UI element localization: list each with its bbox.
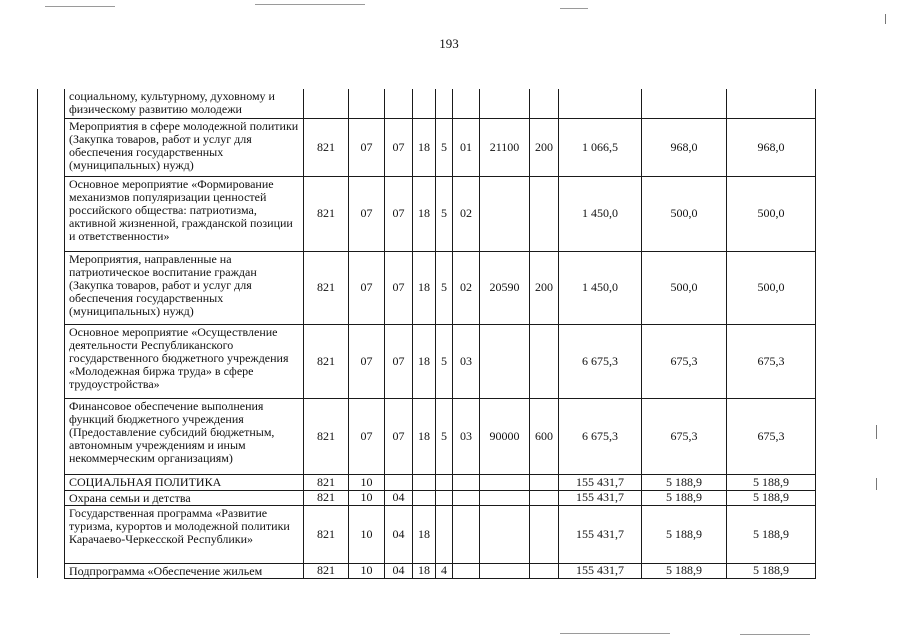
subprogram-code: 5: [436, 118, 453, 176]
section-code: 07: [349, 324, 385, 398]
subsection-code: 04: [385, 505, 413, 563]
program-code: 18: [413, 251, 436, 324]
admin-code: 821: [304, 324, 349, 398]
program-code: 18: [413, 324, 436, 398]
scan-artifact-top-2: [255, 4, 365, 5]
table-body: [38, 89, 816, 578]
amount-year-1: 6 675,3: [559, 398, 642, 474]
amount-year-2: 500,0: [642, 251, 727, 324]
direction-code: [480, 89, 530, 118]
amount-year-3: 968,0: [727, 118, 816, 176]
amount-year-3: 5 188,9: [727, 474, 816, 490]
table-row: [38, 398, 816, 474]
amount-year-3: 500,0: [727, 251, 816, 324]
amount-year-2: [642, 89, 727, 118]
amount-year-1: 6 675,3: [559, 324, 642, 398]
amount-year-3: 5 188,9: [727, 490, 816, 505]
subprogram-code: 4: [436, 563, 453, 578]
section-code: 07: [349, 176, 385, 251]
table-row: [38, 490, 816, 505]
program-code: [413, 490, 436, 505]
expense-type-code: [530, 324, 559, 398]
admin-code: 821: [304, 251, 349, 324]
row-description: Мероприятия, направленные на патриотическое воспитание граждан (Закупка товаров, работ и услуг для обеспечения государственных (муниципальных) нужд): [65, 251, 304, 324]
amount-year-1: 155 431,7: [559, 505, 642, 563]
page-number: 193: [439, 36, 459, 51]
program-code: 18: [413, 176, 436, 251]
direction-code: [480, 505, 530, 563]
amount-year-3: 5 188,9: [727, 505, 816, 563]
subprogram-code: [436, 474, 453, 490]
row-description: Государственная программа «Развитие туризма, курортов и молодежной политики Карачаево-Черкесской Республики»: [65, 505, 304, 563]
scan-artifact-right-2: [876, 425, 877, 439]
subprogram-code: 5: [436, 324, 453, 398]
table-row: [38, 505, 816, 563]
scan-artifact-right-1: [885, 14, 886, 24]
subsection-code: [385, 474, 413, 490]
expense-type-code: [530, 563, 559, 578]
subsection-code: 07: [385, 398, 413, 474]
event-code: 02: [453, 176, 480, 251]
amount-year-2: 5 188,9: [642, 490, 727, 505]
amount-year-2: 500,0: [642, 176, 727, 251]
scan-artifact-bottom-2: [740, 634, 810, 635]
amount-year-3: 500,0: [727, 176, 816, 251]
event-code: 03: [453, 398, 480, 474]
amount-year-2: 5 188,9: [642, 563, 727, 578]
expense-type-code: [530, 89, 559, 118]
row-margin-cell: [38, 176, 65, 251]
subsection-code: 04: [385, 563, 413, 578]
subprogram-code: 5: [436, 176, 453, 251]
row-margin-cell: [38, 118, 65, 176]
section-code: 10: [349, 490, 385, 505]
amount-year-1: 1 066,5: [559, 118, 642, 176]
table-row: [38, 324, 816, 398]
admin-code: 821: [304, 490, 349, 505]
amount-year-3: 675,3: [727, 398, 816, 474]
row-margin-cell: [38, 89, 65, 118]
table-row: [38, 176, 816, 251]
row-margin-cell: [38, 251, 65, 324]
amount-year-3: 5 188,9: [727, 563, 816, 578]
direction-code: 90000: [480, 398, 530, 474]
direction-code: [480, 176, 530, 251]
amount-year-3: [727, 89, 816, 118]
row-margin-cell: [38, 490, 65, 505]
subsection-code: 07: [385, 118, 413, 176]
program-code: 18: [413, 505, 436, 563]
scan-artifact-right-3: [876, 478, 877, 490]
section-code: 10: [349, 563, 385, 578]
amount-year-1: 1 450,0: [559, 176, 642, 251]
subprogram-code: [436, 505, 453, 563]
table-row: [38, 118, 816, 176]
amount-year-2: 5 188,9: [642, 505, 727, 563]
amount-year-1: [559, 89, 642, 118]
amount-year-2: 5 188,9: [642, 474, 727, 490]
section-code: 07: [349, 251, 385, 324]
amount-year-3: 675,3: [727, 324, 816, 398]
admin-code: 821: [304, 474, 349, 490]
admin-code: 821: [304, 118, 349, 176]
admin-code: 821: [304, 176, 349, 251]
expense-type-code: [530, 176, 559, 251]
direction-code: [480, 563, 530, 578]
expense-type-code: [530, 505, 559, 563]
program-code: 18: [413, 118, 436, 176]
admin-code: 821: [304, 505, 349, 563]
budget-table: [37, 89, 816, 579]
row-description: Финансовое обеспечение выполнения функций бюджетного учреждения (Предоставление субсидий бюджетным, автономным учреждениям и иным некоммерческим организациям): [65, 398, 304, 474]
row-description: Подпрограмма «Обеспечение жильем: [65, 563, 304, 578]
row-description: Мероприятия в сфере молодежной политики (Закупка товаров, работ и услуг для обеспечения государственных (муниципальных) нужд): [65, 118, 304, 176]
admin-code: [304, 89, 349, 118]
row-margin-cell: [38, 474, 65, 490]
amount-year-1: 155 431,7: [559, 563, 642, 578]
row-margin-cell: [38, 505, 65, 563]
subprogram-code: 5: [436, 398, 453, 474]
expense-type-code: [530, 490, 559, 505]
table-row: [38, 89, 816, 118]
section-code: 10: [349, 505, 385, 563]
event-code: [453, 563, 480, 578]
row-margin-cell: [38, 398, 65, 474]
row-margin-cell: [38, 324, 65, 398]
direction-code: 21100: [480, 118, 530, 176]
amount-year-1: 155 431,7: [559, 490, 642, 505]
row-description: Охрана семьи и детства: [65, 490, 304, 505]
program-code: 18: [413, 563, 436, 578]
amount-year-2: 675,3: [642, 324, 727, 398]
subprogram-code: [436, 490, 453, 505]
event-code: [453, 474, 480, 490]
event-code: 01: [453, 118, 480, 176]
amount-year-2: 675,3: [642, 398, 727, 474]
program-code: [413, 89, 436, 118]
row-description: Основное мероприятие «Осуществление деятельности Республиканского государственного бюджетного учреждения «Молодежная биржа труда» в сфере трудоустройства»: [65, 324, 304, 398]
subsection-code: 07: [385, 324, 413, 398]
table-row: [38, 563, 816, 578]
scan-artifact-top-1: [45, 6, 115, 7]
table-row: [38, 251, 816, 324]
subsection-code: [385, 89, 413, 118]
amount-year-1: 155 431,7: [559, 474, 642, 490]
subprogram-code: 5: [436, 251, 453, 324]
scan-artifact-top-3: [560, 8, 588, 9]
row-description: СОЦИАЛЬНАЯ ПОЛИТИКА: [65, 474, 304, 490]
section-code: 10: [349, 474, 385, 490]
subsection-code: 07: [385, 251, 413, 324]
subsection-code: 07: [385, 176, 413, 251]
row-margin-cell: [38, 563, 65, 578]
table-row: [38, 474, 816, 490]
subsection-code: 04: [385, 490, 413, 505]
event-code: 03: [453, 324, 480, 398]
section-code: 07: [349, 118, 385, 176]
section-code: [349, 89, 385, 118]
row-description: социальному, культурному, духовному и физическому развитию молодежи: [65, 89, 304, 118]
admin-code: 821: [304, 563, 349, 578]
scan-artifact-bottom-1: [560, 633, 670, 634]
amount-year-1: 1 450,0: [559, 251, 642, 324]
expense-type-code: 200: [530, 118, 559, 176]
event-code: [453, 505, 480, 563]
program-code: 18: [413, 398, 436, 474]
event-code: [453, 89, 480, 118]
subprogram-code: [436, 89, 453, 118]
direction-code: [480, 490, 530, 505]
amount-year-2: 968,0: [642, 118, 727, 176]
event-code: 02: [453, 251, 480, 324]
admin-code: 821: [304, 398, 349, 474]
section-code: 07: [349, 398, 385, 474]
expense-type-code: 200: [530, 251, 559, 324]
row-description: Основное мероприятие «Формирование механизмов популяризации ценностей российского общества: патриотизма, активной жизненной, гражданской позиции и ответственности»: [65, 176, 304, 251]
program-code: [413, 474, 436, 490]
direction-code: [480, 324, 530, 398]
direction-code: [480, 474, 530, 490]
event-code: [453, 490, 480, 505]
direction-code: 20590: [480, 251, 530, 324]
expense-type-code: 600: [530, 398, 559, 474]
expense-type-code: [530, 474, 559, 490]
